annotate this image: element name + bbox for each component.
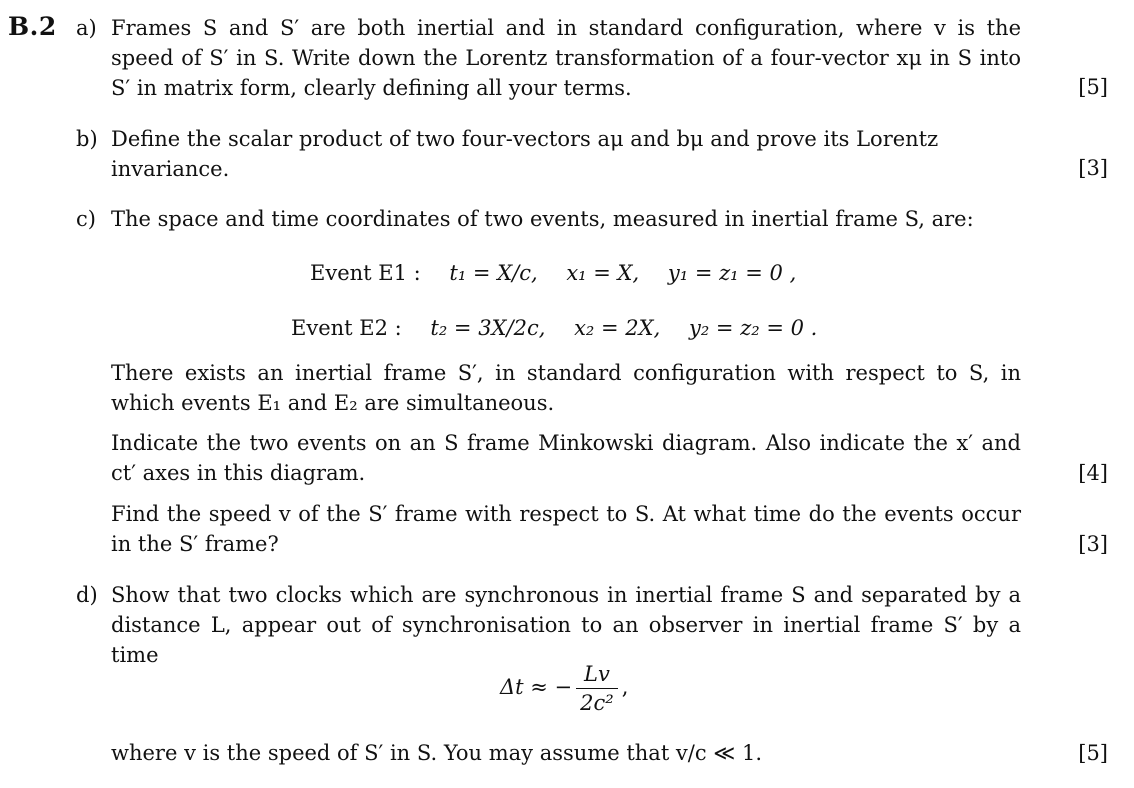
equation-comma: , bbox=[621, 675, 629, 699]
part-a-mark: [5] bbox=[1078, 75, 1108, 99]
part-c-label: c) bbox=[76, 207, 96, 231]
event-e2-yz: y₂ = z₂ = 0 . bbox=[688, 316, 818, 340]
part-c-paragraph-2: Indicate the two events on an S frame Minkowski diagram. Also indicate the x′ and ct′ axes in this diagram. bbox=[111, 431, 1021, 485]
part-a-label: a) bbox=[76, 16, 97, 40]
part-d-text: Show that two clocks which are synchronous in inertial frame S and separated by a distance L, appear out of synchronisation to an observer in inertial frame S′ by a time bbox=[111, 583, 1021, 667]
event-e1-equation bbox=[310, 261, 796, 285]
event-e2-x: x₂ = 2X, bbox=[574, 316, 661, 340]
part-a-text: Frames S and S′ are both inertial and in standard configuration, where v is the speed of S′ in S. Write down the Lorentz transformation of a four-vector xμ in S into S′ in matrix form, clearly defining all your terms. bbox=[111, 16, 1021, 100]
time-offset-equation bbox=[500, 662, 628, 715]
part-d-label: d) bbox=[76, 583, 98, 607]
equation-fraction bbox=[576, 662, 618, 715]
event-e2-time: t₂ = 3X/2c, bbox=[430, 316, 546, 340]
part-c-paragraph-3: Find the speed v of the S′ frame with respect to S. At what time do the events occur in the S′ frame? bbox=[111, 502, 1021, 556]
part-c-mark-1: [4] bbox=[1078, 461, 1108, 485]
question-number: B.2 bbox=[8, 12, 57, 41]
part-c-mark-2: [3] bbox=[1078, 532, 1108, 556]
event-e1-time: t₁ = X/c, bbox=[449, 261, 538, 285]
fraction-numerator: Lv bbox=[576, 662, 618, 689]
part-b-mark: [3] bbox=[1078, 156, 1108, 180]
part-b-label: b) bbox=[76, 127, 98, 151]
event-e1-name: Event E1 : bbox=[310, 261, 421, 285]
part-d-mark: [5] bbox=[1078, 741, 1108, 765]
event-e1-yz: y₁ = z₁ = 0 , bbox=[667, 261, 797, 285]
part-b-text: Define the scalar product of two four-vectors aμ and bμ and prove its Lorentz invariance. bbox=[111, 127, 939, 181]
event-e2-equation bbox=[291, 316, 817, 340]
event-e2-name: Event E2 : bbox=[291, 316, 402, 340]
part-c-intro: The space and time coordinates of two events, measured in inertial frame S, are: bbox=[111, 207, 974, 231]
event-e1-x: x₁ = X, bbox=[566, 261, 640, 285]
fraction-denominator: 2c² bbox=[580, 691, 614, 715]
equation-lhs: Δt ≈ − bbox=[500, 675, 573, 699]
part-c-paragraph-1: There exists an inertial frame S′, in standard configuration with respect to S, in which events E₁ and E₂ are simultaneous. bbox=[111, 361, 1021, 415]
part-d-final: where v is the speed of S′ in S. You may assume that v/c ≪ 1. bbox=[111, 741, 762, 765]
